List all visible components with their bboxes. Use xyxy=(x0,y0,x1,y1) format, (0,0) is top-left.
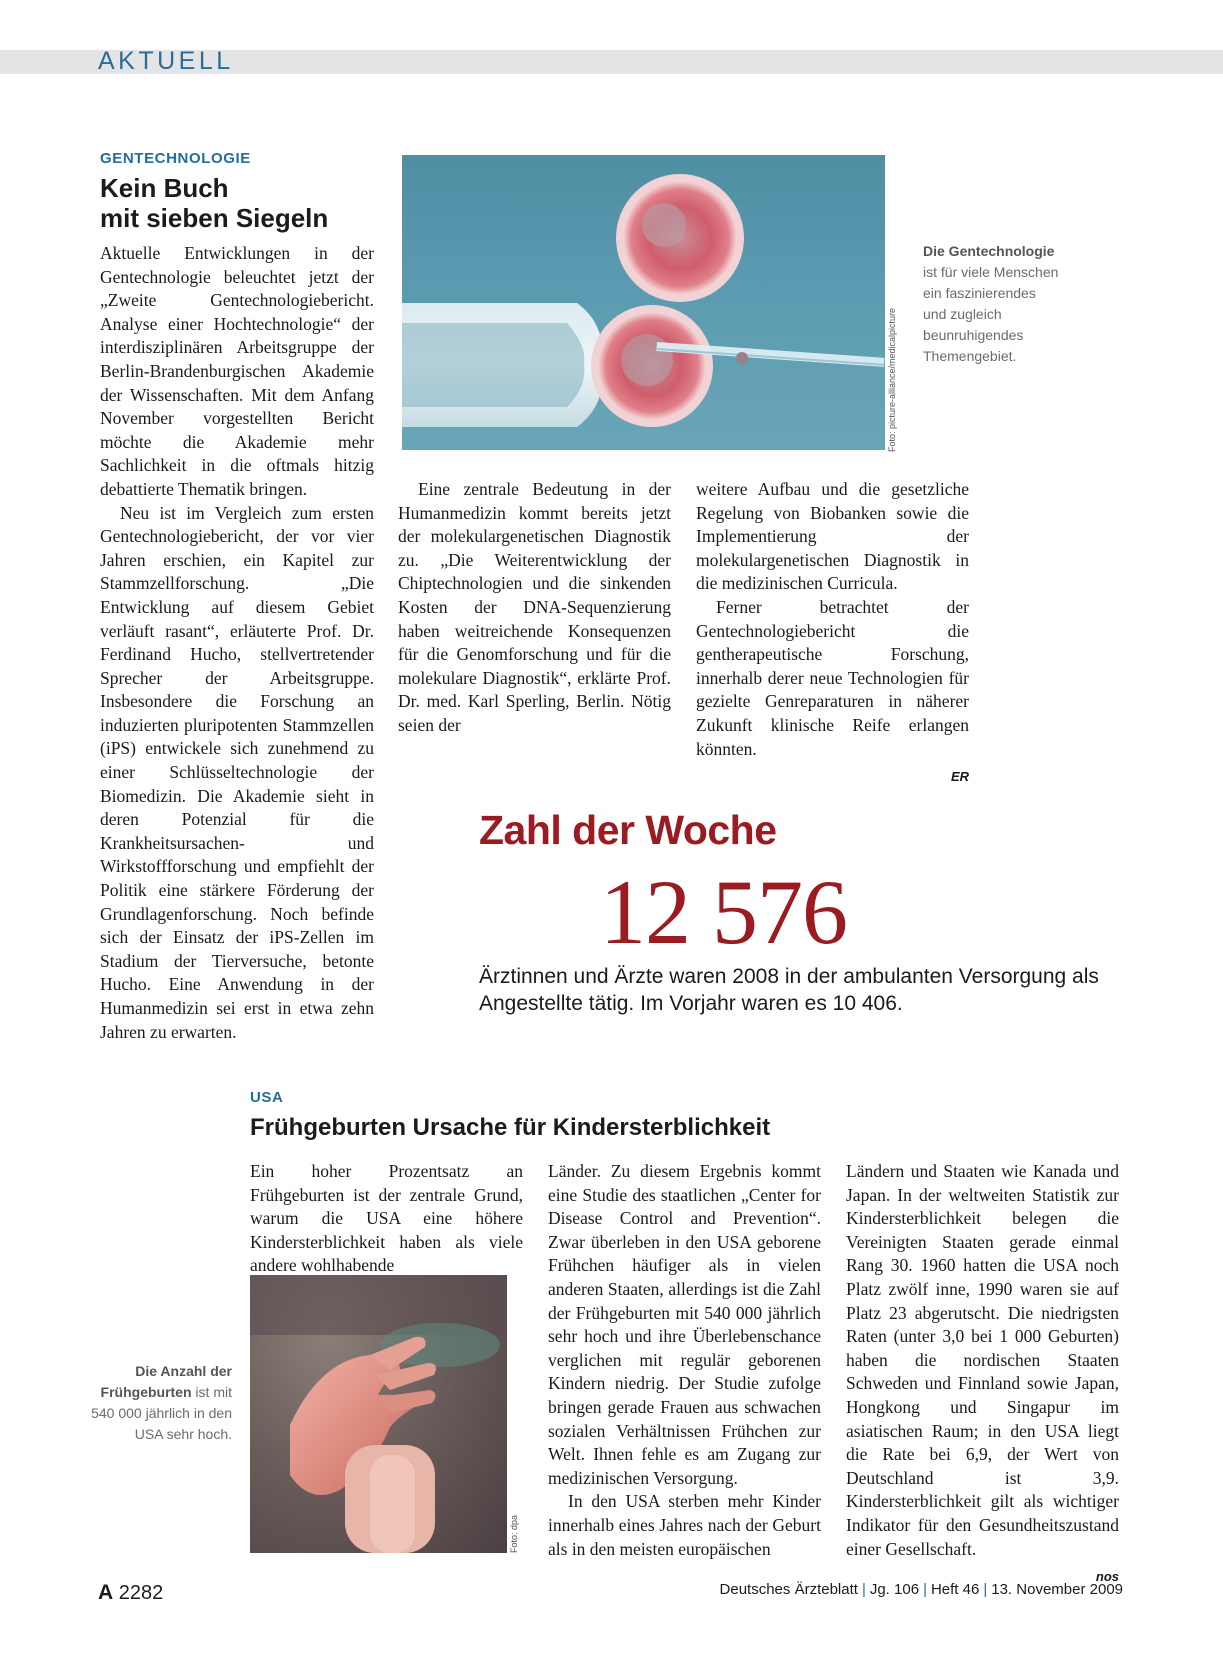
premature-baby-hand-photo xyxy=(250,1275,507,1553)
photo2-credit: Foto: dpa xyxy=(509,1514,519,1553)
baby-hand-illustration xyxy=(250,1275,507,1553)
paragraph: Ferner betrachtet der Gentechnologiebericht die gentherapeutische Forschung, innerhalb derer neue Technologien für gezielte Genreparaturen in näherer Zukunft klinische Reife erlangen könnten. xyxy=(696,596,969,759)
author-signature: ER xyxy=(950,769,969,785)
embryo-injection-photo xyxy=(402,155,885,450)
paragraph: Eine zentrale Bedeutung in der Humanmedizin kommt bereits jetzt der molekulargenetischen Diagnostik zu. „Die Weiterentwicklung der Chiptechnologien und die sinkenden Kosten der DNA-Sequenzierung haben weitreichende Konsequenzen für die Genomforschung und für die molekulare Diagnostik“, erklärte Prof. Dr. med. Karl Sperling, Berlin. Nötig seien der xyxy=(398,479,671,735)
number-of-week-value: 12 576 xyxy=(600,861,847,963)
section-label: AKTUELL xyxy=(98,47,234,75)
article2-title: Frühgeburten Ursache für Kindersterblichkeit xyxy=(250,1114,771,1141)
article1-column-1 xyxy=(100,242,374,1044)
paragraph: weitere Aufbau und die gesetzliche Regelung von Biobanken sowie die Implementierung der molekulargenetischen Diagnostik in die medizinischen Curricula. xyxy=(696,479,969,594)
paragraph: Ländern und Staaten wie Kanada und Japan. In der weltweiten Statistik zur Kindersterblichkeit belegen die Vereinigten Staaten gerade einmal Rang 30. 1960 hatten die USA noch Platz zwölf inne, 1990 waren sie auf Platz 23 abgerutscht. Die niedrigsten Raten (unter 3,0 bei 1 000 Geburten) haben die nordischen Staaten Schweden und Finnland sowie Japan, Hongkong und Singapur im asiatischen Raum; in den USA liegt die Rate bei 6,9, der Wert von Deutschland ist 3,9. Kindersterblichkeit gilt als wichtiger Indikator für den Gesundheitszustand einer Gesellschaft. xyxy=(846,1161,1119,1559)
embryo-illustration xyxy=(402,155,885,450)
paragraph: Aktuelle Entwicklungen in der Gentechnologie beleuchtet jetzt der „Zweite Gentechnologiebericht. Analyse einer Hochtechnologie“ der interdisziplinären Arbeitsgruppe der Berlin-Brandenburgischen Akademie der Wissenschaften. Mit dem Anfang November vorgestellten Bericht möchte die Akademie mehr Sachlichkeit in die oftmals hitzig debattierte Thematik bringen. xyxy=(100,243,374,499)
journal-info: Deutsches Ärzteblatt | Jg. 106 | Heft 46 | 13. November 2009 xyxy=(719,1581,1123,1598)
paragraph: In den USA sterben mehr Kinder innerhalb eines Jahres nach der Geburt als in den meisten europäischen xyxy=(548,1491,821,1559)
page-number: A 2282 xyxy=(98,1581,164,1604)
article2-column-3 xyxy=(846,1160,1119,1589)
article1-column-2 xyxy=(398,478,671,738)
number-of-week-text: Ärztinnen und Ärzte waren 2008 in der ambulanten Versorgung als Angestellte tätig. Im Vorjahr waren es 10 406. xyxy=(479,965,1099,1015)
article2-column-1 xyxy=(250,1160,523,1278)
article1-title: Kein Buch mit sieben Siegeln xyxy=(100,173,329,233)
article2-kicker: USA xyxy=(250,1089,284,1106)
paragraph: Ein hoher Prozentsatz an Frühgeburten ist der zentrale Grund, warum die USA eine höhere Kindersterblichkeit haben als viele andere wohlhabende xyxy=(250,1161,523,1276)
article2-column-2 xyxy=(548,1160,821,1561)
article1-column-3 xyxy=(696,478,969,789)
author-signature: nos xyxy=(1095,1569,1119,1585)
photo2-caption: Die Anzahl der Frühgeburten ist mit 540 000 jährlich in den USA sehr hoch. xyxy=(91,1363,232,1442)
number-of-week-title: Zahl der Woche xyxy=(479,807,777,853)
paragraph: Länder. Zu diesem Ergebnis kommt eine Studie des staatlichen „Center for Disease Control and Prevention“. Zwar überleben in den USA geborene Frühchen häufiger als in vielen anderen Staaten, allerdings ist die Zahl der Frühgeburten mit 540 000 jährlich sehr hoch und ihre Überlebenschance verglichen mit regulär geborenen Kindern niedrig. Der Studie zufolge bringen gerade Frauen aus schwachen sozialen Verhältnissen Frühchen zur Welt. Ihnen fehle es am Zugang zur medizinischen Versorgung. xyxy=(548,1161,821,1488)
article1-kicker: GENTECHNOLOGIE xyxy=(100,150,251,167)
paragraph: Neu ist im Vergleich zum ersten Gentechnologiebericht, der vor vier Jahren erschien, ein Kapitel zur Stammzellforschung. „Die Entwicklung auf diesem Gebiet verläuft rasant“, erläuterte Prof. Dr. Ferdinand Hucho, stellvertretender Sprecher der Arbeitsgruppe. Insbesondere die Forschung an induzierten pluripotenten Stammzellen (iPS) entwickele sich zunehmend zu einer Schlüsseltechnologie der Biomedizin. Die Akademie sieht in deren Potenzial für die Krankheitsursachen- und Wirkstoffforschung und empfiehlt der Politik eine stärkere Förderung der Grundlagenforschung. Noch befinde sich der Einsatz der iPS-Zellen im Stadium der Tierversuche, betonte Hucho. Eine Anwendung in der Humanmedizin sei erst in etwa zehn Jahren zu erwarten. xyxy=(100,502,374,1042)
photo1-credit: Foto: picture-alliance/medicalpicture xyxy=(887,307,897,452)
photo1-caption: Die Gentechnologie ist für viele Menschen ein faszinierendes und zugleich beunruhigendes Themengebiet. xyxy=(923,243,1059,364)
